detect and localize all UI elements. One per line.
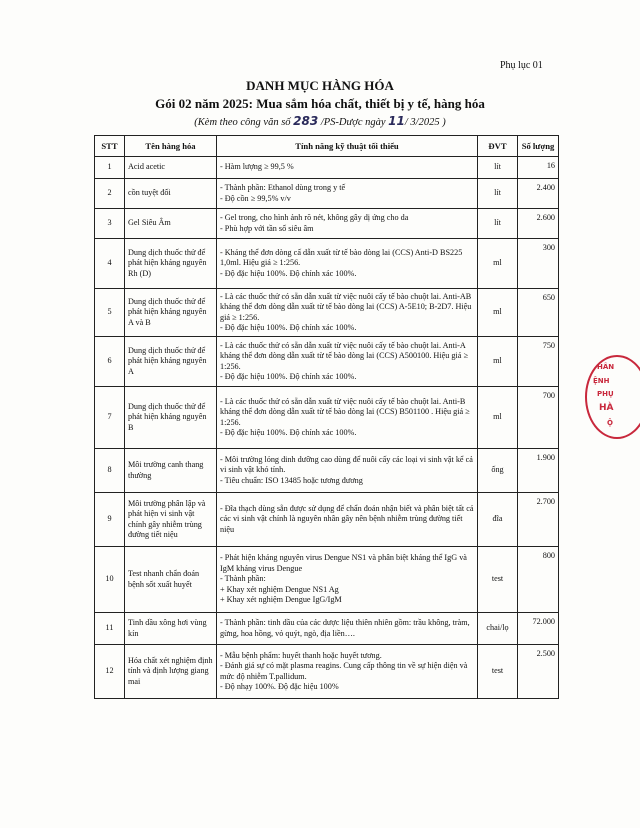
spec-line: - Độ đặc hiệu 100%. Độ chính xác 100%. [220,323,357,332]
spec-line: - Tiêu chuẩn: ISO 13485 hoặc tương đương [220,475,363,485]
document-subtitle: Gói 02 năm 2025: Mua sắm hóa chất, thiết bị y tế, hàng hóa [155,96,485,111]
spec-line: - Hàm lượng ≥ 99,5 % [220,162,294,172]
row-spec [217,493,478,547]
row-unit: ml [478,239,518,289]
row-qty: 700 [518,387,559,449]
table-row [95,547,559,613]
stamp-line: PHỤ [597,390,614,398]
table-row [95,387,559,449]
note-prefix: (Kèm theo công văn số [194,117,294,128]
spec-line: - Là các thuốc thử có sẵn dẫn xuất từ việc nuôi cấy tế bào chuột lai. Anti-AB kháng thể đơn dòng dẫn xuất từ tế bào dòng lai (CCS) A-5E10; B-2D7. Hiệu giá ≥ 1:256. [220,291,472,322]
row-spec [217,209,478,239]
row-unit: ml [478,337,518,387]
row-spec [217,179,478,209]
spec-line: - Đánh giá sự có mặt plasma reagins. Cung cấp thông tin về sự hiện diện và mức độ nhiễm T.pallidum. [220,661,468,681]
note-middle: /PS-Dược ngày [318,117,389,128]
note-number: 283 [293,114,319,128]
row-stt: 5 [95,289,125,337]
row-stt: 7 [95,387,125,449]
row-unit: lít [478,179,518,209]
table-row [95,337,559,387]
row-qty: 300 [518,239,559,289]
row-qty: 650 [518,289,559,337]
row-stt: 4 [95,239,125,289]
row-qty: 2.700 [518,493,559,547]
table-row [95,289,559,337]
row-spec [217,337,478,387]
table-row [95,613,559,645]
row-stt: 9 [95,493,125,547]
row-unit: test [478,645,518,699]
row-unit: test [478,547,518,613]
row-name: Dung dịch thuốc thử để phát hiện kháng nguyên B [125,387,217,449]
spec-line: - Gel trong, cho hình ảnh rõ nét, không gây dị ứng cho da [220,213,409,222]
stamp-line: HÀ [599,403,614,413]
spec-line: - Độ đặc hiệu 100%. Độ chính xác 100%. [220,372,357,381]
row-qty: 72.000 [518,613,559,645]
row-name: Acid acetic [125,157,217,179]
row-unit: lít [478,157,518,179]
spec-line: - Thành phần: tinh dầu của các dược liệu thiên nhiên gồm: trầu không, tràm, gừng, hoa hồng, vỏ quýt, ngò, địa liền…. [220,618,470,638]
row-unit: đĩa [478,493,518,547]
reference-note [0,114,640,128]
row-name: Tinh dầu xông hơi vùng kín [125,613,217,645]
spec-line: + Khay xét nghiệm Dengue NS1 Ag [220,584,339,594]
row-stt: 12 [95,645,125,699]
note-day: 11 [388,114,405,128]
col-header-unit: ĐVT [478,136,518,157]
spec-line: - Độ đặc hiệu 100%. Độ chính xác 100%. [220,268,357,278]
spec-line: - Môi trường lỏng dinh dưỡng cao dùng để nuôi cấy các loại vi sinh vật kể cả vi sinh vật khó tính. [220,454,473,475]
table-row [95,179,559,209]
row-spec [217,613,478,645]
table-row [95,493,559,547]
row-spec [217,645,478,699]
spec-line: - Là các thuốc thử có sẵn dẫn xuất từ việc nuôi cấy tế bào chuột lai. Anti-B kháng thể đơn dòng dẫn xuất từ tế bào dòng lai (CCS) B501100 . Hiệu giá ≥ 1:256. [220,396,470,427]
row-qty: 750 [518,337,559,387]
row-spec [217,157,478,179]
spec-line: - Phù hợp với tần số siêu âm [220,223,314,233]
table-header-row [95,136,559,157]
row-qty: 2.500 [518,645,559,699]
row-unit: chai/lọ [478,613,518,645]
row-name: Gel Siêu Âm [125,209,217,239]
table-body [95,157,559,699]
spec-line: - Độ cồn ≥ 99,5% v/v [220,193,291,203]
spec-line: + Khay xét nghiệm Dengue IgG/IgM [220,595,342,605]
row-qty: 16 [518,157,559,179]
spec-line: - Độ đặc hiệu 100%. Độ chính xác 100%. [220,428,357,437]
row-unit: lít [478,209,518,239]
spec-line: - Kháng thể đơn dòng cấ dẫn xuất từ tế bào dòng lai (CCS) Anti-D BS225 1,0ml. Hiệu giá ≥ 1:256. [220,247,463,268]
row-unit: ml [478,387,518,449]
appendix-label: Phụ lục 01 [500,60,543,71]
row-qty: 2.400 [518,179,559,209]
row-spec [217,239,478,289]
row-unit: ml [478,289,518,337]
col-header-stt: STT [95,136,125,157]
spec-line: - Thành phần: [220,574,266,584]
row-qty: 800 [518,547,559,613]
table-row [95,157,559,179]
row-stt: 8 [95,449,125,493]
spec-line: - Phát hiện kháng nguyên virus Dengue NS1 và phân biệt kháng thể IgG và IgM kháng virus Dengue [220,553,467,573]
spec-line: - Mẫu bệnh phẩm: huyết thanh hoặc huyết tương. [220,650,382,660]
row-stt: 6 [95,337,125,387]
row-stt: 11 [95,613,125,645]
row-qty: 1.900 [518,449,559,493]
row-name: Dung dịch thuốc thử để phát hiện kháng nguyên A [125,337,217,387]
goods-table [94,135,559,699]
row-name: Dung dịch thuốc thử để phát hiện kháng nguyên Rh (D) [125,239,217,289]
row-name: Test nhanh chẩn đoán bệnh sốt xuất huyết [125,547,217,613]
row-unit: ống [478,449,518,493]
spec-line: - Độ nhạy 100%. Độ đặc hiệu 100% [220,682,339,691]
row-spec [217,547,478,613]
table-row [95,209,559,239]
stamp-line: HÂN [597,363,615,371]
spec-line: - Là các thuốc thử có sẵn dẫn xuất từ việc nuôi cấy tế bào chuột lai. Anti-A kháng thể đơn dòng dẫn xuất từ tế bào dòng lai (CCS) A500100. Hiệu giá ≥ 1:256. [220,340,468,371]
row-stt: 2 [95,179,125,209]
row-qty: 2.600 [518,209,559,239]
spec-line: - Đĩa thạch dùng sẵn được sử dụng để chẩn đoán nhận biết và phân biệt tất cả các vi sinh vật chính là nguyên nhân gây nên bệnh nhiễm trùng đường tiết niệu [220,503,474,534]
row-spec [217,387,478,449]
table-row [95,645,559,699]
stamp-line: ỆNH [593,377,610,385]
row-name: Dung dịch thuốc thử để phát hiện kháng nguyên A và B [125,289,217,337]
row-stt: 1 [95,157,125,179]
row-name: Môi trường canh thang thường [125,449,217,493]
table-row [95,239,559,289]
table-row [95,449,559,493]
row-spec [217,289,478,337]
row-spec [217,449,478,493]
col-header-name: Tên hàng hóa [125,136,217,157]
note-suffix: / 3/2025 ) [404,117,446,128]
col-header-qty: Số lượng [518,136,559,157]
row-name: Hóa chất xét nghiệm định tính và định lượng giang mai [125,645,217,699]
row-name: Môi trường phân lập và phát hiện vi sinh vật chính gây nhiễm trùng đường tiết niệu [125,493,217,547]
row-stt: 3 [95,209,125,239]
row-name: cồn tuyệt đối [125,179,217,209]
document-title: DANH MỤC HÀNG HÓA [246,78,394,93]
spec-line: - Thành phần: Ethanol dùng trong y tế [220,183,346,192]
row-stt: 10 [95,547,125,613]
red-stamp [585,355,640,439]
col-header-spec: Tính năng kỹ thuật tối thiểu [217,136,478,157]
stamp-line: Ộ [607,419,613,427]
